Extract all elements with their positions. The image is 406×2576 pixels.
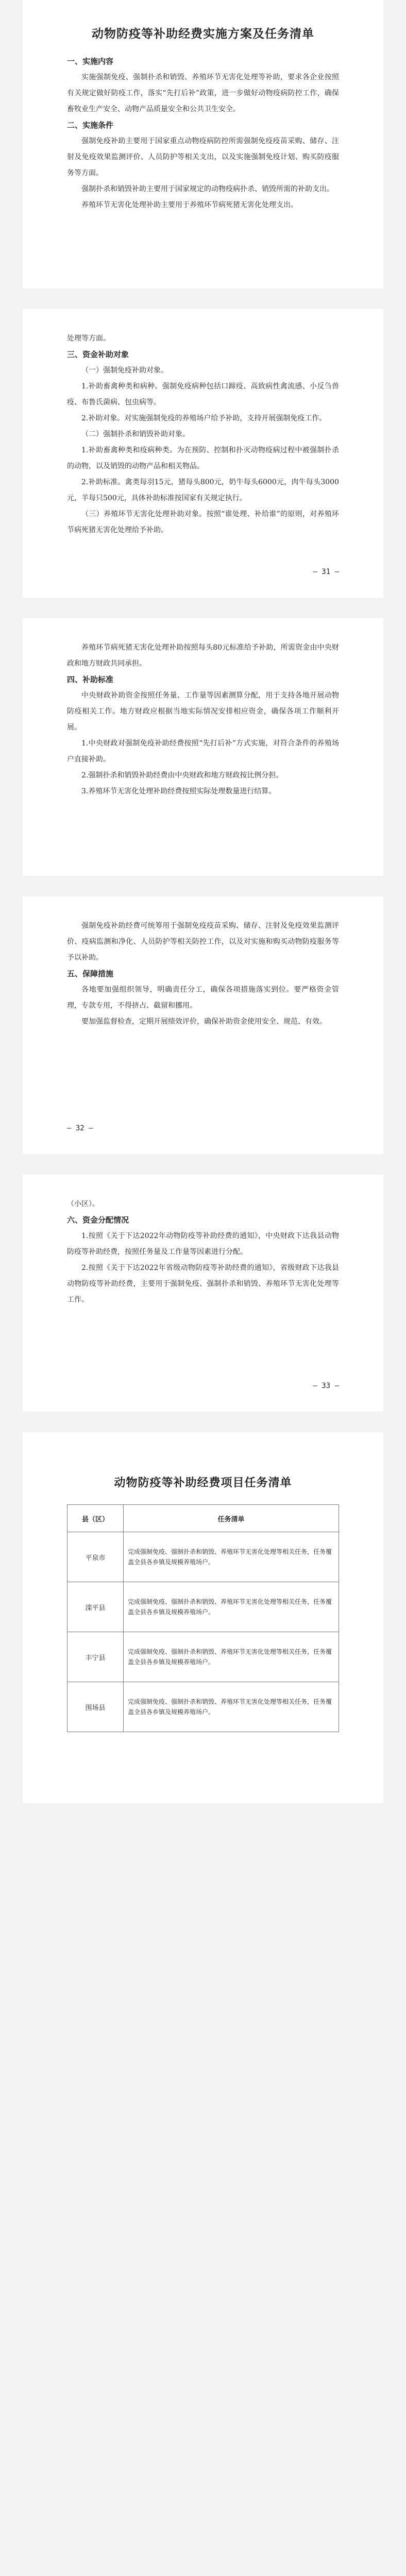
paragraph: （一）强制免疫补助对象。 — [81, 366, 168, 375]
region-cell: 围场县 — [67, 1682, 124, 1732]
region-cell: 滦平县 — [67, 1582, 124, 1632]
document-page-2 — [23, 309, 383, 598]
paragraph: 要加强监督检查，定期开展绩效评价，确保补助资金使用安全、规范、有效。 — [81, 1018, 327, 1026]
paragraph: 强制免疫补助经费可统筹用于强制免疫疫苗采购、储存、注射及免疫效果监测评价、疫病监测和净化、人员防护等相关防控工作，以及对实施和购买动物防疫服务等予以补助。 — [67, 922, 339, 962]
page-body — [67, 54, 339, 213]
document-page-3 — [23, 618, 383, 876]
table-title: 动物防疫等补助经费项目任务清单 — [114, 1476, 292, 1489]
page-body — [67, 918, 339, 1030]
paragraph: 1.按照《关于下达2022年动物防疫等补助经费的通知》，中央财政下达我县动物防疫等补助经费，按照任务量及工作量等因素进行分配。 — [67, 1232, 339, 1256]
paragraph: 1.补助畜禽种类和病种。强制免疫病种包括口蹄疫、高致病性禽流感、小反刍兽疫、布鲁氏菌病、包虫病等。 — [67, 382, 339, 406]
tasks-cell: 完成强制免疫、强制扑杀和销毁、养殖环节无害化处理等相关任务，任务覆盖全县各乡镇及规模养殖场户。 — [124, 1532, 339, 1582]
section-heading: 一、实施内容 — [67, 57, 114, 66]
paragraph: 中央财政补助资金按照任务量、工作量等因素测算分配，用于支持各地开展动物防疫相关工作。地方财政应根据当地实际情况安排相应资金，确保各项工作顺利开展。 — [67, 691, 339, 732]
section-heading: 三、资金补助对象 — [67, 350, 129, 359]
page-body — [67, 331, 339, 538]
paragraph: 养殖环节无害化处理补助主要用于养殖环节病死猪无害化处理支出。 — [81, 201, 298, 209]
paragraph: 2.强制扑杀和销毁补助经费由中央财政和地方财政按比例分担。 — [81, 771, 283, 779]
paragraph: 处理等方面。 — [67, 334, 110, 343]
page-body — [67, 640, 339, 800]
page-body — [67, 1196, 339, 1308]
paragraph: 1.补助畜禽种类和疫病种类。为在预防、控制和扑灭动物疫病过程中被强制扑杀的动物，以及销毁的动物产品和相关物品。 — [67, 446, 339, 470]
tasks-cell: 完成强制免疫、强制扑杀和销毁、养殖环节无害化处理等相关任务，任务覆盖全县各乡镇及规模养殖场户。 — [124, 1632, 339, 1682]
task-table — [67, 1504, 339, 1732]
page-number: — 32 — — [67, 1124, 93, 1132]
section-heading: 五、保障措施 — [67, 969, 114, 978]
paragraph: （三）养殖环节无害化处理补助对象。按照“谁处理、补给谁”的原则，对养殖环节病死猪无害化处理给予补助。 — [67, 510, 339, 534]
paragraph: 2.补助对象。对实施强制免疫的养殖场户给予补助，支持开展强制免疫工作。 — [81, 414, 327, 422]
section-heading: 四、补助标准 — [67, 675, 114, 684]
region-cell: 丰宁县 — [67, 1632, 124, 1682]
document-page-5 — [23, 1175, 383, 1412]
paragraph: 各地要加强组织领导，明确责任分工，确保各项措施落实到位。要严格资金管理，专款专用，不得挤占、截留和挪用。 — [67, 986, 339, 1010]
document-page-6 — [23, 1432, 383, 1803]
document-page-1 — [23, 0, 383, 289]
table-row — [67, 1632, 339, 1682]
paragraph: 1.中央财政对强制免疫补助经费按照“先打后补”方式实施，对符合条件的养殖场户直接补助。 — [67, 739, 339, 764]
paragraph: 养殖环节病死猪无害化处理补助按照每头80元标准给予补助，所需资金由中央财政和地方财政共同承担。 — [67, 643, 339, 668]
paragraph: 3.养殖环节无害化处理补助经费按照实际处理数量进行结算。 — [81, 787, 276, 795]
paragraph: 强制扑杀和销毁补助主要用于国家规定的动物疫病扑杀、销毁所需的补助支出。 — [81, 185, 334, 193]
paragraph: （小区）。 — [67, 1200, 99, 1208]
paragraph: 2.按照《关于下达2022年省级动物防疫等补助经费的通知》，省级财政下达我县动物防疫等补助经费，主要用于强制免疫、强制扑杀和销毁、养殖环节无害化处理等工作。 — [67, 1264, 339, 1304]
column-header-tasks: 任务清单 — [124, 1505, 339, 1532]
page-number: — 33 — — [313, 1382, 339, 1390]
table-row — [67, 1582, 339, 1632]
section-heading: 六、资金分配情况 — [67, 1215, 129, 1225]
paragraph: 2.补助标准。禽类每羽15元，猪每头800元，奶牛每头6000元，肉牛每头3000元，羊每只500元，具体补助标准按国家有关规定执行。 — [67, 478, 339, 502]
region-cell: 平泉市 — [67, 1532, 124, 1582]
paragraph: 强制免疫补助主要用于国家重点动物疫病防控所需强制免疫疫苗采购、储存、注射及免疫效果监测评价、人员防护等相关支出，以及实施强制免疫计划、购买防疫服务等方面。 — [67, 137, 339, 177]
table-row — [67, 1682, 339, 1732]
column-header-region: 县（区） — [67, 1505, 124, 1532]
document-page-4 — [23, 896, 383, 1154]
section-heading: 二、实施条件 — [67, 121, 114, 130]
table-row — [67, 1532, 339, 1582]
tasks-cell: 完成强制免疫、强制扑杀和销毁、养殖环节无害化处理等相关任务，任务覆盖全县各乡镇及规模养殖场户。 — [124, 1582, 339, 1632]
tasks-cell: 完成强制免疫、强制扑杀和销毁、养殖环节无害化处理等相关任务，任务覆盖全县各乡镇及规模养殖场户。 — [124, 1682, 339, 1732]
document-title: 动物防疫等补助经费实施方案及任务清单 — [92, 27, 314, 41]
page-number: — 31 — — [313, 568, 339, 576]
paragraph: （二）强制扑杀和销毁补助对象。 — [81, 430, 190, 438]
paragraph: 实施强制免疫、强制扑杀和销毁、养殖环节无害化处理等补助，要求各企业按照有关规定做好防疫工作，落实“先打后补”政策，进一步做好动物疫病防控工作，确保畜牧业生产安全、动物产品质量安全和公共卫生安全。 — [67, 73, 339, 113]
table-header-row — [67, 1505, 339, 1532]
